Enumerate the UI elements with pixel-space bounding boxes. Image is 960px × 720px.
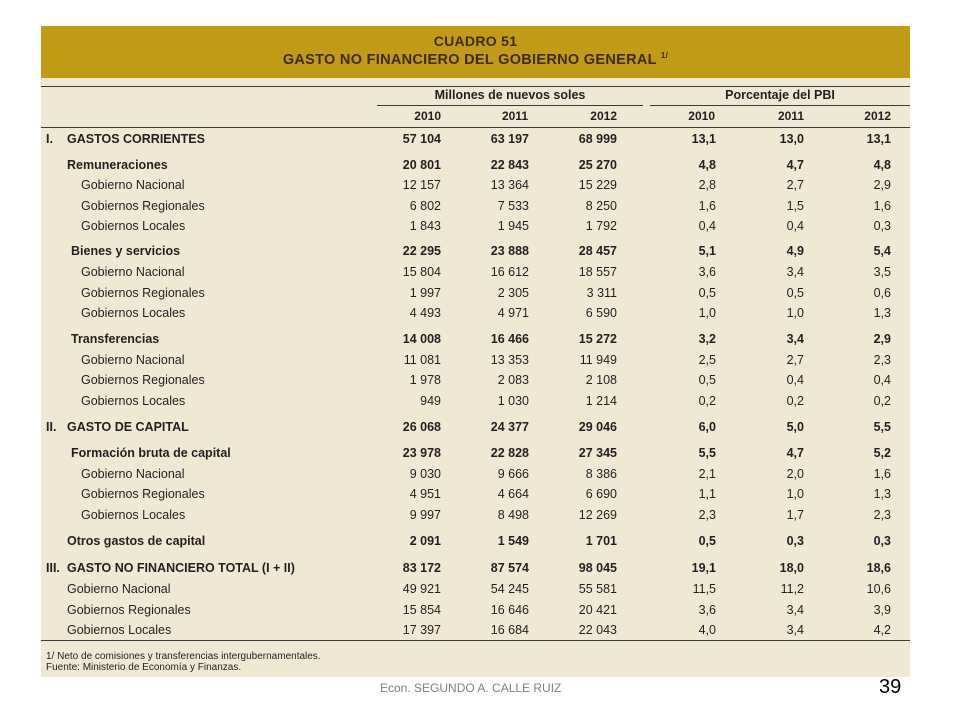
row-label: Gobiernos Locales xyxy=(67,623,172,637)
row-value: 6 802 xyxy=(409,199,441,213)
row-value: 1,0 xyxy=(786,487,804,501)
row-value: 2,8 xyxy=(698,178,716,192)
row-value: 22 043 xyxy=(578,623,617,637)
row-value: 12 157 xyxy=(402,178,441,192)
row-value: 1,7 xyxy=(786,508,804,522)
row-value: 11,2 xyxy=(780,582,804,596)
row-value: 20 421 xyxy=(578,603,617,617)
row-value: 1,1 xyxy=(698,487,716,501)
row-value: 1,0 xyxy=(786,306,804,320)
row-value: 17 397 xyxy=(402,623,441,637)
table-row xyxy=(41,196,910,216)
row-value: 5,5 xyxy=(873,420,891,434)
row-value: 4 664 xyxy=(497,487,529,501)
table-row xyxy=(41,241,910,261)
row-value: 2 091 xyxy=(409,534,441,548)
row-value: 0,6 xyxy=(873,286,891,300)
row-value: 1 945 xyxy=(497,219,529,233)
row-value: 25 270 xyxy=(578,158,617,172)
row-label: Gobiernos Locales xyxy=(81,306,186,320)
row-value: 18 557 xyxy=(578,265,617,279)
row-value: 15 854 xyxy=(402,603,441,617)
row-value: 29 046 xyxy=(578,420,617,434)
row-value: 9 666 xyxy=(497,467,529,481)
row-value: 68 999 xyxy=(578,132,617,146)
year-header: 2010 xyxy=(688,109,715,123)
table-row xyxy=(41,283,910,303)
row-value: 2,9 xyxy=(873,332,891,346)
table-row xyxy=(41,350,910,370)
table-row xyxy=(41,329,910,349)
year-header: 2012 xyxy=(590,109,617,123)
row-value: 3,5 xyxy=(873,265,891,279)
row-value: 0,4 xyxy=(873,373,891,387)
row-value: 22 843 xyxy=(490,158,529,172)
row-value: 0,4 xyxy=(698,219,716,233)
row-value: 3,6 xyxy=(698,603,716,617)
table-row xyxy=(41,443,910,463)
table-row xyxy=(41,531,910,551)
row-value: 4,7 xyxy=(786,446,804,460)
row-value: 3,2 xyxy=(698,332,716,346)
page-number: 39 xyxy=(879,676,902,698)
row-value: 2,7 xyxy=(786,353,804,367)
row-value: 13 364 xyxy=(490,178,529,192)
row-value: 10,6 xyxy=(866,582,891,596)
row-value: 6 690 xyxy=(585,487,617,501)
row-value: 9 997 xyxy=(409,508,441,522)
row-value: 0,2 xyxy=(698,394,716,408)
row-value: 1 214 xyxy=(585,394,617,408)
row-value: 0,4 xyxy=(786,373,804,387)
row-value: 1,3 xyxy=(873,306,891,320)
row-value: 0,3 xyxy=(873,219,891,233)
row-label: Gobierno Nacional xyxy=(81,353,185,367)
row-value: 1 549 xyxy=(497,534,529,548)
row-value: 2,1 xyxy=(698,467,716,481)
row-value: 11 081 xyxy=(403,353,441,367)
row-value: 9 030 xyxy=(409,467,441,481)
row-value: 16 684 xyxy=(490,623,529,637)
row-value: 1,6 xyxy=(698,199,716,213)
table-row xyxy=(41,303,910,323)
table-number: CUADRO 51 xyxy=(433,33,518,49)
row-value: 4 951 xyxy=(409,487,441,501)
row-roman-numeral: III. xyxy=(46,561,60,575)
table-row xyxy=(41,370,910,390)
row-value: 1,6 xyxy=(873,199,891,213)
table-row xyxy=(41,558,910,578)
row-label: Gobiernos Regionales xyxy=(81,199,205,213)
row-value: 24 377 xyxy=(490,420,529,434)
year-header: 2010 xyxy=(414,109,441,123)
table-row xyxy=(41,464,910,484)
row-value: 0,2 xyxy=(873,394,891,408)
row-value: 98 045 xyxy=(578,561,617,575)
row-value: 18,0 xyxy=(779,561,804,575)
row-value: 3 311 xyxy=(586,286,617,300)
row-value: 4,2 xyxy=(873,623,891,637)
row-value: 2,7 xyxy=(786,178,804,192)
year-header: 2011 xyxy=(501,109,528,123)
row-value: 13,0 xyxy=(779,132,804,146)
row-value: 5,5 xyxy=(698,446,716,460)
row-value: 1 701 xyxy=(585,534,617,548)
row-value: 5,2 xyxy=(873,446,891,460)
table-row xyxy=(41,620,910,640)
row-value: 4 971 xyxy=(497,306,529,320)
row-value: 22 828 xyxy=(490,446,529,460)
row-value: 13,1 xyxy=(691,132,716,146)
table-row xyxy=(41,216,910,236)
table-row xyxy=(41,391,910,411)
row-value: 23 888 xyxy=(490,244,529,258)
row-label: Gobiernos Regionales xyxy=(67,603,191,617)
row-value: 55 581 xyxy=(578,582,617,596)
row-value: 4,8 xyxy=(873,158,891,172)
row-value: 0,5 xyxy=(698,373,716,387)
row-value: 7 533 xyxy=(497,199,529,213)
row-value: 1,3 xyxy=(873,487,891,501)
row-value: 11 949 xyxy=(579,353,617,367)
row-value: 23 978 xyxy=(402,446,441,460)
footnote-1: 1/ Neto de comisiones y transferencias intergubernamentales. xyxy=(46,651,321,662)
row-value: 0,5 xyxy=(786,286,804,300)
row-label: Gobiernos Locales xyxy=(81,219,186,233)
row-value: 57 104 xyxy=(402,132,441,146)
row-label: Formación bruta de capital xyxy=(71,446,231,460)
row-value: 5,0 xyxy=(786,420,804,434)
table-row xyxy=(41,579,910,599)
table-title-text: GASTO NO FINANCIERO DEL GOBIERNO GENERAL xyxy=(282,51,657,68)
row-value: 13 353 xyxy=(490,353,529,367)
row-value: 8 386 xyxy=(585,467,617,481)
table-row xyxy=(41,262,910,282)
row-value: 15 229 xyxy=(578,178,617,192)
row-label: Gobiernos Regionales xyxy=(81,286,205,300)
row-value: 49 921 xyxy=(402,582,441,596)
row-label: Gobiernos Regionales xyxy=(81,373,205,387)
row-value: 2,5 xyxy=(698,353,716,367)
row-roman-numeral: I. xyxy=(46,132,53,146)
table-row xyxy=(41,417,910,437)
row-value: 12 269 xyxy=(578,508,617,522)
row-label: GASTO NO FINANCIERO TOTAL (I + II) xyxy=(67,561,295,575)
row-value: 1,6 xyxy=(873,467,891,481)
row-value: 1 030 xyxy=(497,394,529,408)
row-value: 0,4 xyxy=(786,219,804,233)
row-value: 949 xyxy=(420,394,441,408)
row-value: 16 612 xyxy=(490,265,529,279)
table-row xyxy=(41,175,910,195)
row-value: 2 083 xyxy=(497,373,529,387)
row-value: 63 197 xyxy=(490,132,529,146)
row-label: Gobiernos Locales xyxy=(81,394,186,408)
row-value: 27 345 xyxy=(578,446,617,460)
row-value: 1,5 xyxy=(786,199,804,213)
table-row xyxy=(41,155,910,175)
year-header: 2012 xyxy=(864,109,891,123)
table-row xyxy=(41,505,910,525)
row-value: 8 498 xyxy=(497,508,529,522)
row-value: 2,3 xyxy=(698,508,716,522)
row-value: 3,4 xyxy=(786,623,804,637)
row-value: 15 272 xyxy=(578,332,617,346)
row-value: 0,5 xyxy=(698,534,716,548)
table-row xyxy=(41,484,910,504)
row-value: 5,4 xyxy=(873,244,891,258)
row-label: Gobierno Nacional xyxy=(67,582,171,596)
row-value: 0,5 xyxy=(698,286,716,300)
row-value: 87 574 xyxy=(490,561,529,575)
row-label: Gobierno Nacional xyxy=(81,467,185,481)
row-value: 4 493 xyxy=(409,306,441,320)
row-label: Gobierno Nacional xyxy=(81,265,185,279)
row-value: 4,7 xyxy=(786,158,804,172)
table-panel xyxy=(41,26,910,677)
row-value: 18,6 xyxy=(866,561,891,575)
row-value: 1 792 xyxy=(585,219,617,233)
row-value: 20 801 xyxy=(402,158,441,172)
row-label: Gobierno Nacional xyxy=(81,178,185,192)
row-value: 5,1 xyxy=(698,244,716,258)
row-value: 4,9 xyxy=(786,244,804,258)
row-value: 1 997 xyxy=(409,286,441,300)
table-body xyxy=(41,26,910,677)
row-label: Gobiernos Regionales xyxy=(81,487,205,501)
row-value: 2 305 xyxy=(497,286,529,300)
row-value: 4,0 xyxy=(698,623,716,637)
row-value: 28 457 xyxy=(578,244,617,258)
row-label: Transferencias xyxy=(71,332,160,346)
row-label: GASTO DE CAPITAL xyxy=(67,420,189,434)
row-label: Gobiernos Locales xyxy=(81,508,186,522)
row-label: Remuneraciones xyxy=(67,158,168,172)
group-header-millions: Millones de nuevos soles xyxy=(434,88,586,102)
row-label: Bienes y servicios xyxy=(71,244,181,258)
row-value: 2,3 xyxy=(873,508,891,522)
row-value: 22 295 xyxy=(402,244,441,258)
row-value: 2,3 xyxy=(873,353,891,367)
row-value: 2 108 xyxy=(585,373,617,387)
row-value: 19,1 xyxy=(691,561,716,575)
row-value: 0,3 xyxy=(786,534,804,548)
row-value: 3,9 xyxy=(873,603,891,617)
row-value: 26 068 xyxy=(402,420,441,434)
row-value: 1 843 xyxy=(409,219,441,233)
title-footnote-mark: 1/ xyxy=(660,51,669,60)
row-value: 11,5 xyxy=(692,582,716,596)
row-value: 1 978 xyxy=(409,373,441,387)
row-value: 83 172 xyxy=(402,561,441,575)
table-row xyxy=(41,129,910,149)
row-value: 8 250 xyxy=(585,199,617,213)
row-value: 13,1 xyxy=(866,132,891,146)
row-value: 16 646 xyxy=(490,603,529,617)
row-value: 3,6 xyxy=(698,265,716,279)
row-value: 0,2 xyxy=(786,394,804,408)
row-value: 3,4 xyxy=(786,603,804,617)
row-value: 2,0 xyxy=(786,467,804,481)
row-value: 16 466 xyxy=(490,332,529,346)
row-roman-numeral: II. xyxy=(46,420,57,434)
row-value: 6,0 xyxy=(698,420,716,434)
row-value: 2,9 xyxy=(873,178,891,192)
row-value: 3,4 xyxy=(786,332,804,346)
row-value: 0,3 xyxy=(873,534,891,548)
group-header-percent-gdp: Porcentaje del PBI xyxy=(725,88,835,102)
footnote-source: Fuente: Ministerio de Economía y Finanzas. xyxy=(46,662,242,673)
row-value: 6 590 xyxy=(585,306,617,320)
table-row xyxy=(41,600,910,620)
row-value: 1,0 xyxy=(698,306,716,320)
footer-author: Econ. SEGUNDO A. CALLE RUIZ xyxy=(380,681,562,695)
row-value: 3,4 xyxy=(786,265,804,279)
bottom-rule xyxy=(41,640,910,641)
row-value: 15 804 xyxy=(402,265,441,279)
row-value: 14 008 xyxy=(402,332,441,346)
row-value: 4,8 xyxy=(698,158,716,172)
footnotes xyxy=(46,651,321,673)
row-label: GASTOS CORRIENTES xyxy=(67,132,205,146)
year-header: 2011 xyxy=(777,109,804,123)
row-value: 54 245 xyxy=(490,582,529,596)
row-label: Otros gastos de capital xyxy=(67,534,206,548)
